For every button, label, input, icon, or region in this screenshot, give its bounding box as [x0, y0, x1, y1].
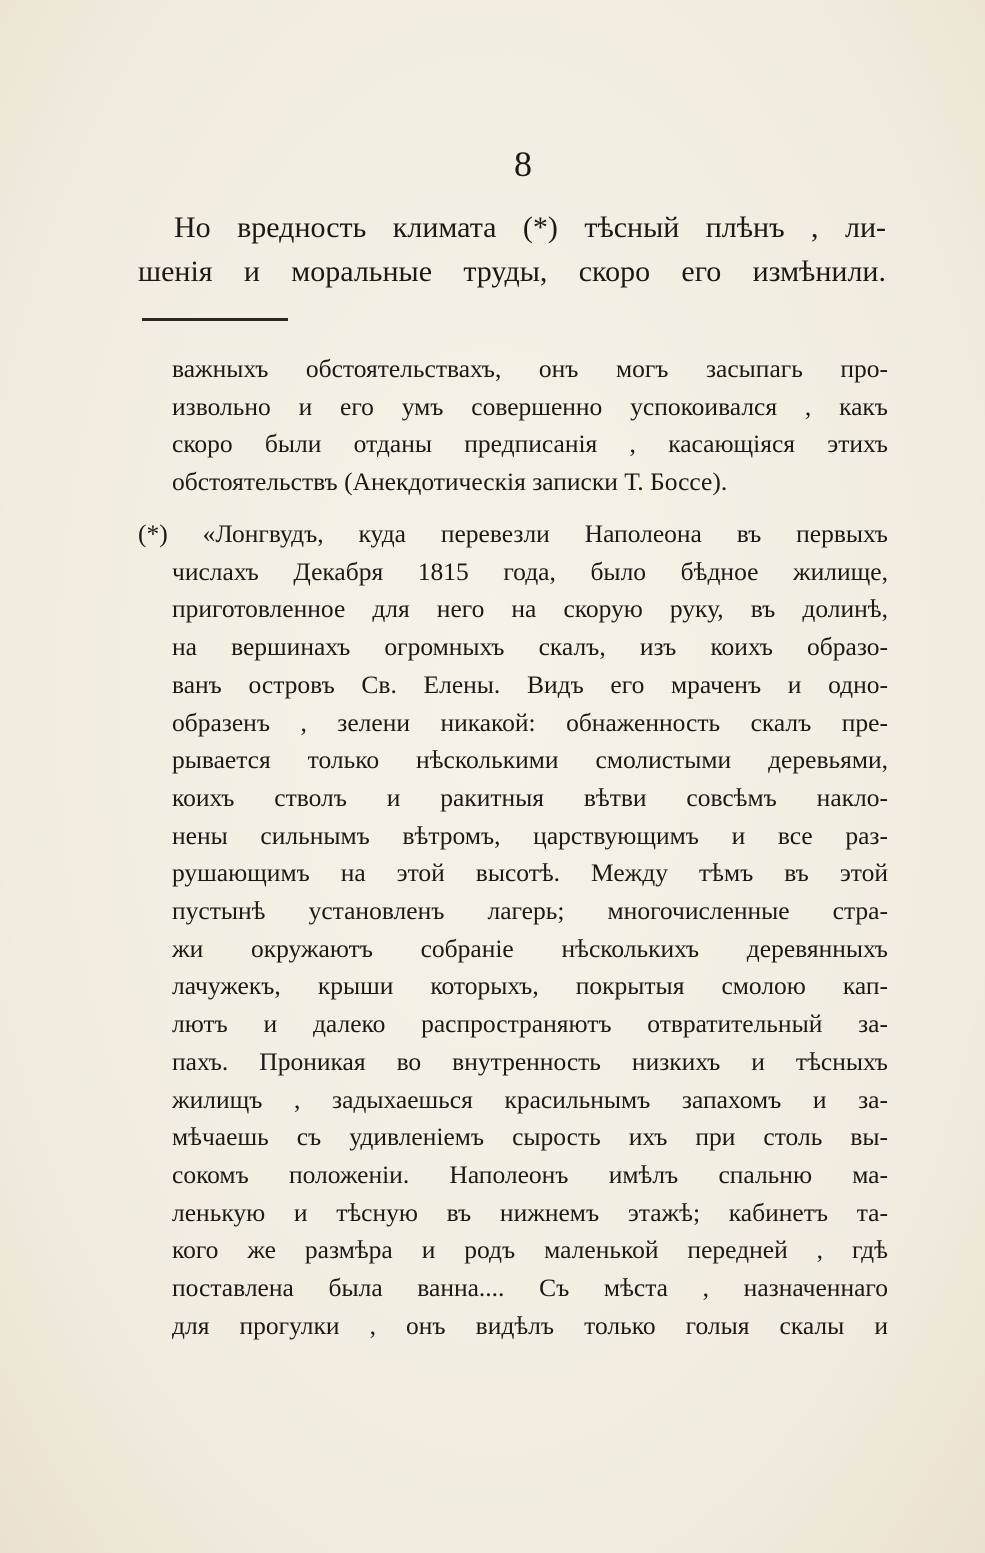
footnote-line: обстоятельствъ (Анекдотическія записки Т. Боссе).	[172, 467, 728, 497]
footnote-line: жилищъ , задыхаешься красильнымъ запахомъ и за-	[172, 1084, 888, 1114]
footnote-line: пахъ. Проникая во внутренность низкихъ и тѣсныхъ	[172, 1046, 888, 1076]
main-text-line: Но вредность климата (*) тѣсный плѣнъ , ли-	[174, 211, 886, 244]
footnote-line: жи окружаютъ собраніе нѣсколькихъ деревянныхъ	[172, 933, 888, 963]
footnote-line: нены сильнымъ вѣтромъ, царствующимъ и все раз-	[172, 820, 888, 850]
footnote-line: ванъ островъ Св. Елены. Видъ его мраченъ и одно-	[172, 669, 888, 699]
footnote-line: лютъ и далеко распространяютъ отвратительный за-	[172, 1009, 888, 1039]
footnote-line: кого же размѣра и родъ маленькой передней , гдѣ	[172, 1235, 888, 1265]
footnote-line: сокомъ положеніи. Наполеонъ имѣлъ спальню ма-	[172, 1159, 888, 1189]
footnote-line: важныхъ обстоятельствахъ, онъ могъ засыпагь про-	[172, 354, 888, 383]
footnote	[138, 515, 888, 1344]
footnote-line: (*) «Лонгвудъ, куда перевезли Наполеона въ первыхъ	[138, 519, 888, 548]
footnote-line: на вершинахъ огромныхъ скалъ, изъ коихъ образо-	[172, 632, 888, 662]
footnote-line: мѣчаешь съ удивленіемъ сырость ихъ при столь вы-	[172, 1122, 888, 1152]
main-text-line: шенія и моральные труды, скоро его измѣнили.	[138, 255, 886, 288]
footnote-continuation	[138, 350, 888, 501]
footnote-line: поставлена была ванна.... Съ мѣста , назначеннаго	[172, 1273, 888, 1303]
footnote-line: скоро были отданы предписанія , касающіяся этихъ	[172, 429, 888, 459]
main-text	[138, 206, 886, 294]
footnote-line: извольно и его умъ совершенно успокоивался , какъ	[172, 391, 888, 421]
footnote-line: рушающимъ на этой высотѣ. Между тѣмъ въ этой	[172, 858, 888, 888]
page-number: 8	[514, 144, 532, 184]
footnote-line: образенъ , зелени никакой: обнаженность скалъ пре-	[172, 707, 888, 737]
footnote-separator-rule	[142, 318, 288, 321]
footnote-line: коихъ стволъ и ракитныя вѣтви совсѣмъ накло-	[172, 782, 888, 812]
footnote-line: пустынѣ установленъ лагерь; многочисленные стра-	[172, 896, 888, 926]
footnote-line: приготовленное для него на скорую руку, въ долинѣ,	[172, 594, 888, 624]
footnote-line: для прогулки , онъ видѣлъ только голыя скалы и	[172, 1310, 888, 1340]
footnote-line: ленькую и тѣсную въ нижнемъ этажѣ; кабинетъ та-	[172, 1197, 888, 1227]
footnote-line: числахъ Декабря 1815 года, было бѣдное жилище,	[172, 556, 888, 586]
footnote-line: рывается только нѣсколькими смолистыми деревьями,	[172, 745, 888, 775]
footnote-line: лачужекъ, крыши которыхъ, покрытыя смолою кап-	[172, 971, 888, 1001]
